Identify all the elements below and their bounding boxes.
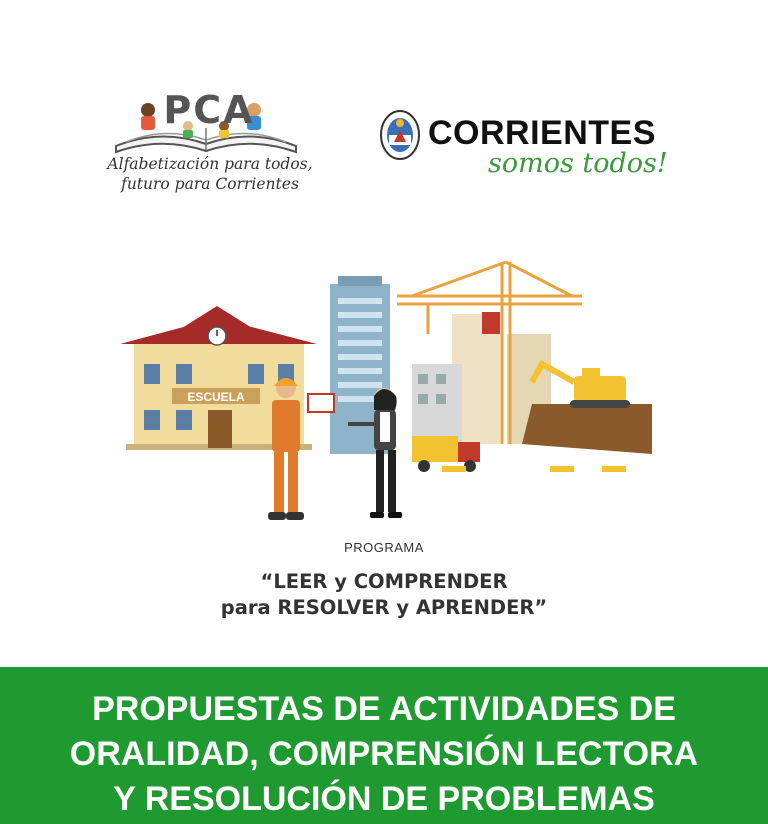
school-sign-text: ESCUELA: [187, 390, 245, 404]
crane-cab: [482, 312, 500, 334]
pca-logo-letters: PCA: [163, 88, 255, 132]
dirt-mound: [522, 404, 652, 454]
program-title-line2: para RESOLVER y APRENDER”: [220, 596, 548, 619]
program-title-line1: “LEER y COMPRENDER: [260, 570, 508, 593]
program-label: PROGRAMA: [344, 540, 424, 555]
provincial-seal-icon: [378, 108, 424, 162]
document-title-line3: Y RESOLUCIÓN DE PROBLEMAS: [113, 780, 655, 818]
corrientes-wordmark: CORRIENTES: [428, 114, 656, 152]
document-title: [0, 687, 768, 822]
title-banner: [0, 667, 768, 824]
pca-slogan: [100, 154, 320, 194]
document-title-line1: PROPUESTAS DE ACTIVIDADES DE: [92, 690, 676, 728]
pca-slogan-line1: Alfabetización para todos,: [107, 155, 313, 173]
corrientes-tagline: somos todos!: [488, 148, 668, 179]
document-title-line2: ORALIDAD, COMPRENSIÓN LECTORA: [69, 735, 699, 773]
corrientes-logo: [378, 108, 708, 188]
pca-slogan-line2: futuro para Corrientes: [121, 175, 299, 193]
program-title: [0, 569, 768, 621]
construction-school-illustration: [112, 254, 652, 534]
pca-logo: [96, 88, 316, 213]
